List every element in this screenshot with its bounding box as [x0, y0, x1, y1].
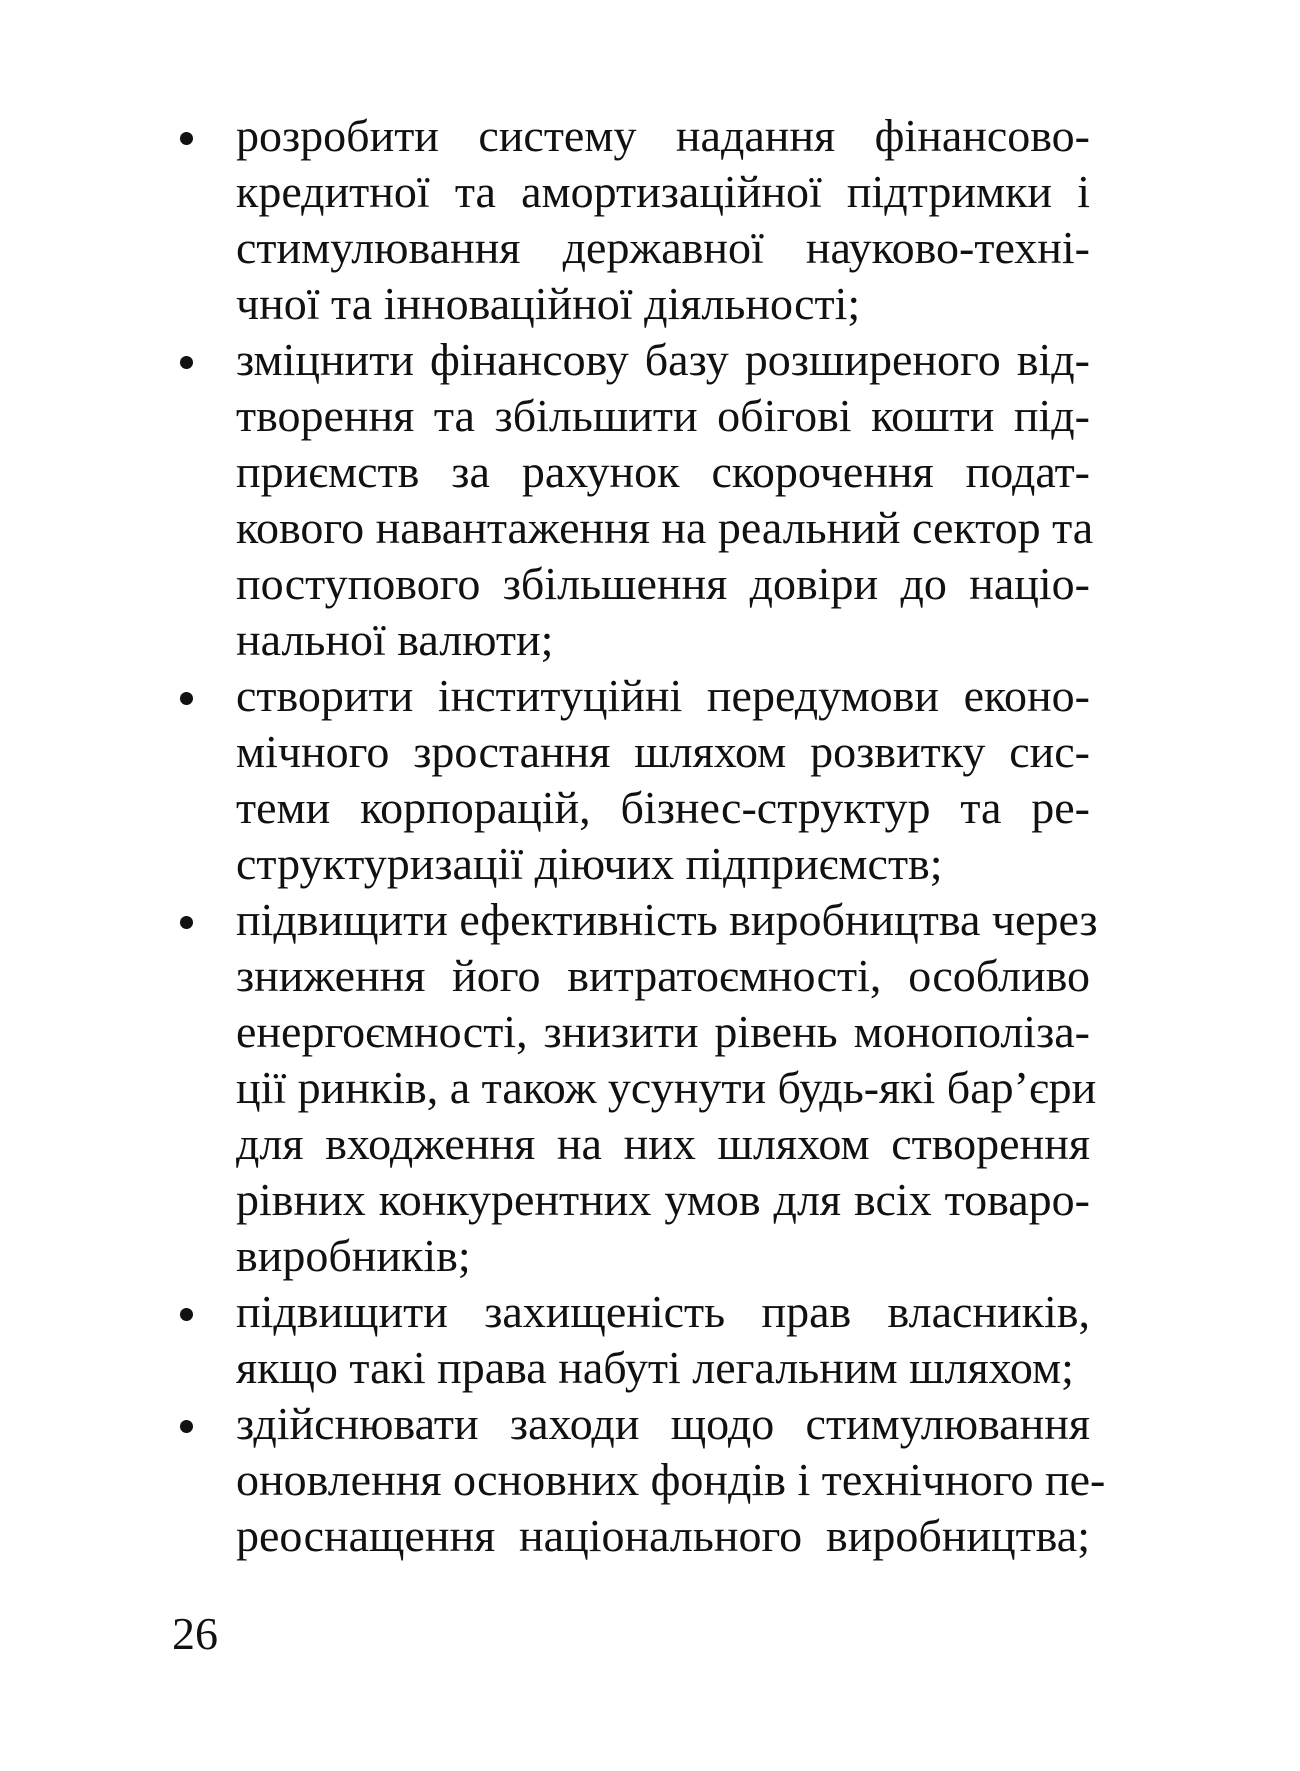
text-line: кредитної та амортизаційної підтримки і [236, 166, 1090, 217]
text-line: рівних конкурентних умов для всіх товаро- [236, 1174, 1090, 1225]
list-item [170, 668, 1090, 892]
bullet-list [170, 108, 1106, 1564]
bullet-icon [180, 1308, 193, 1321]
text-line: зміцнити фінансову базу розширеного від- [236, 334, 1090, 385]
text-line: мічного зростання шляхом розвитку сис- [236, 726, 1090, 777]
list-item [170, 1284, 1090, 1396]
bullet-icon [180, 1420, 193, 1433]
text-line: ції ринків, а також усунути будь-які бар’єри [236, 1062, 1097, 1113]
text-line: підвищити захищеність прав власників, [236, 1286, 1090, 1337]
text-line: якщо такі права набуті легальним шляхом; [236, 1342, 1074, 1393]
text-line: нальної валюти; [236, 614, 554, 665]
bullet-icon [180, 132, 193, 145]
list-item [170, 892, 1098, 1284]
text-line: здійснювати заходи щодо стимулювання [236, 1398, 1090, 1449]
bullet-icon [180, 356, 193, 369]
text-line: теми корпорацій, бізнес-структур та ре- [236, 782, 1090, 833]
list-item [170, 332, 1094, 668]
list-item [170, 108, 1090, 332]
text-line: виробників; [236, 1230, 471, 1281]
bullet-icon [180, 692, 193, 705]
bullet-icon [180, 916, 193, 929]
text-line: структуризації діючих підприємств; [236, 838, 943, 889]
text-line: поступового збільшення довіри до націо- [236, 558, 1090, 609]
text-line: оновлення основних фондів і технічного пе- [236, 1454, 1106, 1505]
text-line: створити інституційні передумови еконо- [236, 670, 1090, 721]
page-number: 26 [172, 1608, 218, 1659]
text-line: кового навантаження на реальний сектор та [236, 502, 1094, 553]
text-line: енергоємності, знизити рівень монополіза- [236, 1006, 1090, 1057]
text-line: стимулювання державної науково-техні- [236, 222, 1090, 273]
text-line: для входження на них шляхом створення [236, 1118, 1090, 1169]
text-line: зниження його витратоємності, особливо [236, 950, 1090, 1001]
text-line: творення та збільшити обігові кошти під- [236, 390, 1090, 441]
text-line: чної та інноваційної діяльності; [236, 278, 861, 329]
list-item [170, 1396, 1106, 1564]
text-line: приємств за рахунок скорочення подат- [236, 446, 1090, 497]
text-line: розробити систему надання фінансово- [236, 110, 1090, 161]
text-line: підвищити ефективність виробництва через [236, 894, 1098, 945]
text-line: реоснащення національного виробництва; [236, 1510, 1090, 1561]
